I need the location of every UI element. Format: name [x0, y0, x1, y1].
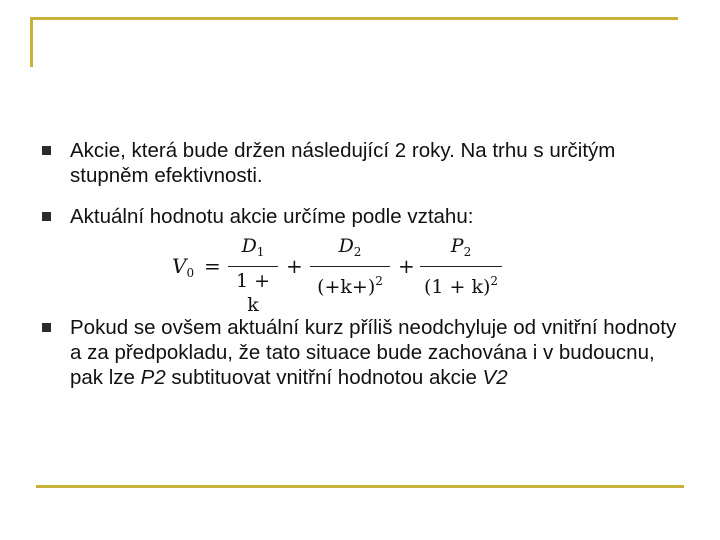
valuation-formula [172, 234, 512, 317]
fraction-term-1 [228, 234, 278, 317]
bottom-rule [36, 485, 684, 488]
variable-v2: V2 [482, 366, 508, 389]
formula-lhs: $V_0$ [172, 254, 195, 280]
bullet-text-part: Pokud se ovšem aktuální kurz příliš neodchyluje od vnitřní hodnoty a za předpokladu, že tato situace bude zachována i v budoucnu, pak lze [70, 316, 677, 389]
variable-p2: P2 [140, 366, 166, 389]
numerator: $D_2$ [338, 235, 362, 259]
fraction-bar [310, 266, 390, 267]
bullet-text [70, 315, 690, 390]
bullet-square-icon [42, 323, 51, 332]
plus-sign: + [286, 254, 303, 278]
fraction-bar [420, 266, 502, 267]
left-rule [30, 17, 33, 67]
numerator: $D_1$ [241, 235, 265, 259]
fraction-term-2 [310, 234, 390, 299]
bullet-text: Akcie, která bude držen následující 2 roky. Na trhu s určitým stupněm efektivnosti. [70, 139, 616, 187]
top-rule [30, 17, 678, 20]
denominator: $(1 + k)^2$ [423, 274, 499, 299]
plus-sign: + [398, 254, 415, 278]
bullet-square-icon [42, 146, 51, 155]
bullet-square-icon [42, 212, 51, 221]
fraction-bar [228, 266, 278, 267]
equals-sign: = [204, 254, 221, 278]
bullet-text: Aktuální hodnotu akcie určíme podle vztahu: [70, 205, 474, 228]
numerator: $P_2$ [450, 235, 472, 259]
denominator: 1 + k [235, 270, 271, 317]
bullet-text-part: subtituovat vnitřní hodnotou akcie [165, 366, 483, 389]
fraction-term-3 [420, 234, 502, 299]
denominator: $(+k+)^2$ [317, 274, 383, 299]
